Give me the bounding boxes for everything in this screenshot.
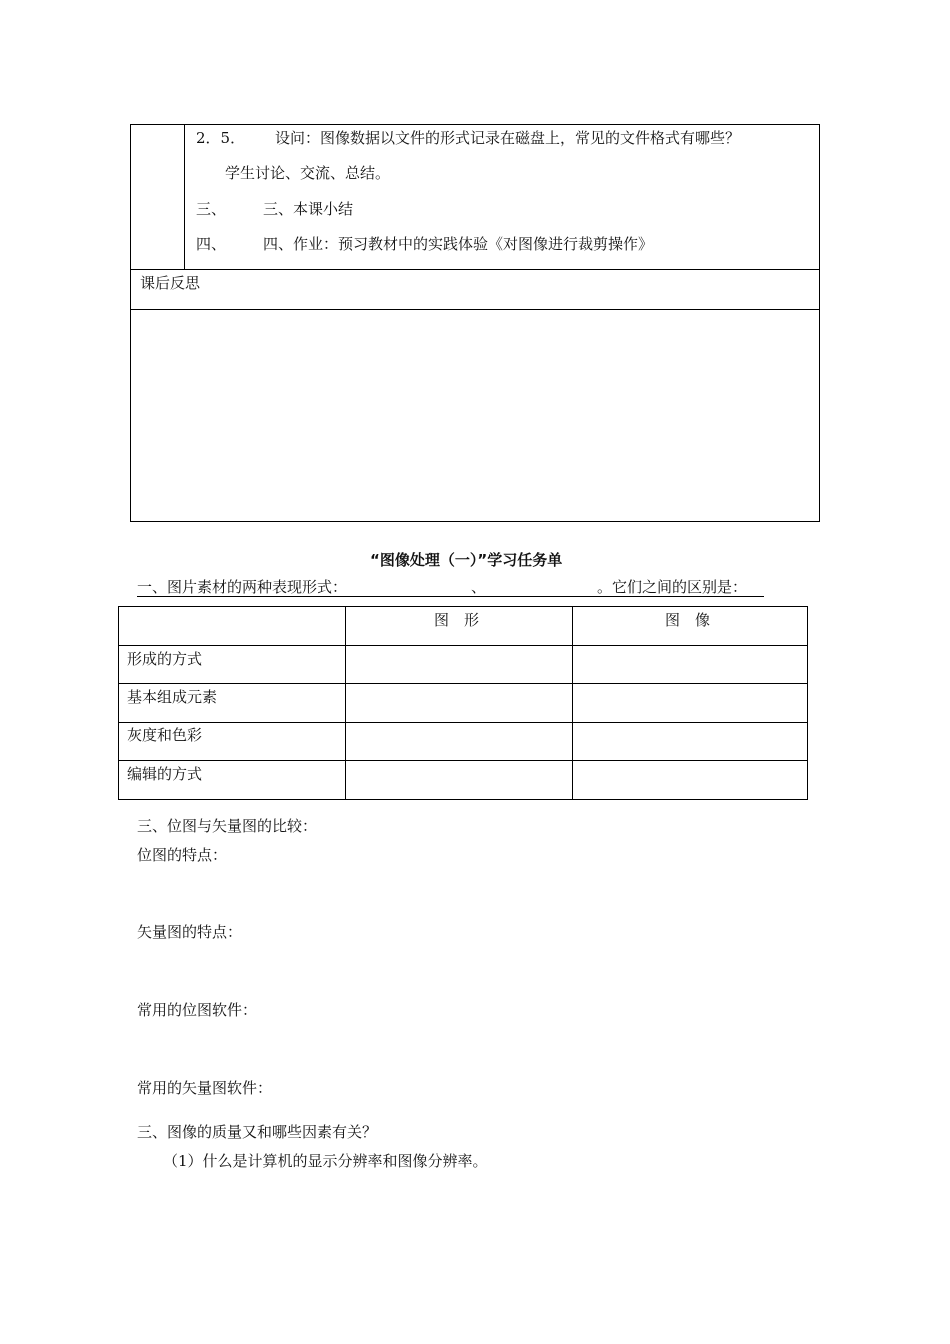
grid-line xyxy=(118,722,808,723)
section-3-item-1: （1）什么是计算机的显示分辨率和图像分辨率。 xyxy=(163,1152,488,1170)
table-border-bottom xyxy=(130,521,820,522)
grid-line xyxy=(118,683,808,684)
table-border-left xyxy=(130,124,131,522)
grid-line xyxy=(118,760,808,761)
step-number: 四、 xyxy=(196,235,227,253)
table-row-divider xyxy=(130,309,820,310)
grid-line xyxy=(118,606,808,607)
table-row-label: 灰度和色彩 xyxy=(127,726,203,744)
section-2-title: 三、位图与矢量图的比较： xyxy=(137,817,318,835)
table-row-divider xyxy=(130,269,820,270)
step-text: 四、作业：预习教材中的实践体验《对图像进行裁剪操作》 xyxy=(263,235,654,253)
question-1-separator: 、 xyxy=(471,578,487,596)
table-column-divider xyxy=(184,124,185,270)
grid-line xyxy=(118,799,808,800)
grid-line xyxy=(118,606,119,800)
grid-line xyxy=(118,645,808,646)
table-border-top xyxy=(130,124,820,125)
step-number: 三、 xyxy=(196,200,227,218)
step-text: 设问：图像数据以文件的形式记录在磁盘上，常见的文件格式有哪些？ xyxy=(275,129,741,147)
step-text: 学生讨论、交流、总结。 xyxy=(225,164,391,182)
prompt-bitmap-software: 常用的位图软件： xyxy=(137,1001,258,1019)
table-row-label: 基本组成元素 xyxy=(127,688,218,706)
prompt-bitmap-features: 位图的特点： xyxy=(137,846,228,864)
step-number: 2．5． xyxy=(196,129,246,147)
reflection-label: 课后反思 xyxy=(140,274,201,292)
table-row-label: 形成的方式 xyxy=(127,650,203,668)
prompt-vector-software: 常用的矢量图软件： xyxy=(137,1079,273,1097)
step-text: 三、本课小结 xyxy=(263,200,354,218)
table-header-image: 图 像 xyxy=(665,611,711,629)
grid-line xyxy=(572,606,573,800)
question-1-tail: 。它们之间的区别是： xyxy=(597,578,748,596)
table-header-graphic: 图 形 xyxy=(434,611,480,629)
grid-line xyxy=(807,606,808,800)
worksheet-title: “图像处理（一）”学习任务单 xyxy=(370,551,563,569)
answer-underline xyxy=(137,596,764,597)
table-row-label: 编辑的方式 xyxy=(127,765,203,783)
section-3-title: 三、图像的质量又和哪些因素有关？ xyxy=(137,1123,378,1141)
table-border-right xyxy=(819,124,820,522)
prompt-vector-features: 矢量图的特点： xyxy=(137,923,243,941)
question-1-label: 一、图片素材的两种表现形式： xyxy=(137,578,348,596)
grid-line xyxy=(345,606,346,800)
